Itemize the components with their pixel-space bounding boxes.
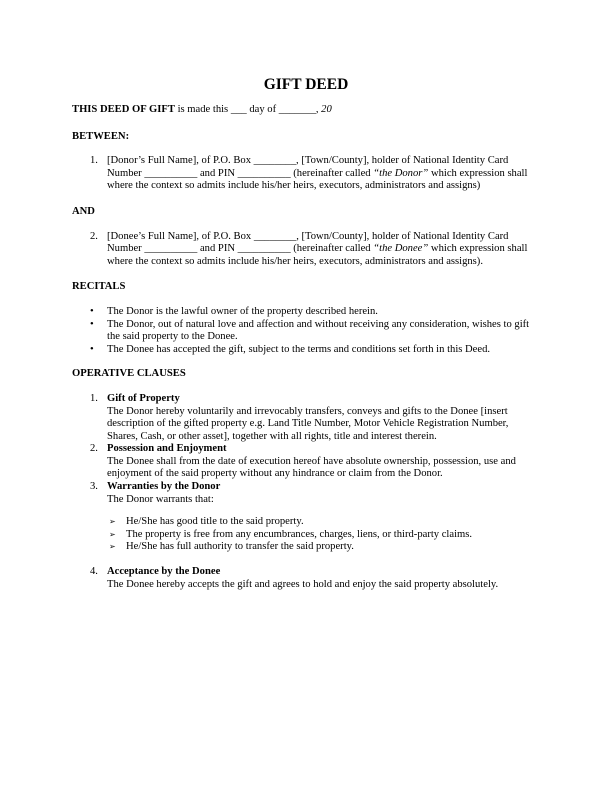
clause-possession-and-enjoyment: [90, 443, 540, 481]
warranty-text: The property is free from any encumbrances, charges, liens, or third-party claims.: [126, 528, 473, 540]
warranty-item: [109, 541, 540, 554]
arrow-bullet-icon: ➢: [109, 529, 116, 539]
clause-title: Gift of Property: [107, 392, 180, 404]
recital-item: [90, 305, 540, 319]
recitals-list: [72, 306, 540, 356]
document-title: GIFT DEED: [263, 76, 349, 93]
party-text-after: which expression shall where the context so admits include his/her heirs, executors, administrators and assigns): [107, 167, 528, 192]
clause-number: 4.: [90, 566, 98, 578]
party-donee: [90, 231, 540, 269]
bullet-icon: •: [90, 305, 94, 317]
heading-operative-clauses: OPERATIVE CLAUSES: [72, 368, 186, 380]
recital-text: The Donor, out of natural love and affection and without receiving any consideration, wishes to gift the said property to the Donee.: [107, 318, 530, 343]
party-text-before: [Donor’s Full Name], of P.O. Box ________, [Town/County], holder of National Identity Card Number __________ and PIN __________ (hereinafter called: [107, 155, 509, 179]
intro-text: is made this ___ day of _______,: [174, 104, 322, 115]
clause-warranties-by-donor: [90, 481, 540, 566]
clause-title: Possession and Enjoyment: [107, 443, 227, 455]
warranties-list: [107, 516, 540, 554]
party-number: 2.: [90, 230, 98, 242]
party-donor: [90, 155, 540, 193]
arrow-bullet-icon: ➢: [109, 517, 116, 527]
warranty-text: He/She has good title to the said property.: [126, 516, 304, 528]
heading-recitals: RECITALS: [72, 281, 126, 293]
clause-text: The Donee hereby accepts the gift and agrees to hold and enjoy the said property absolutely.: [107, 578, 499, 590]
clause-text: The Donor warrants that:: [107, 493, 214, 505]
recital-item: [90, 318, 540, 344]
clause-text: The Donee shall from the date of execution hereof have absolute ownership, possession, use and enjoyment of the said property without any hindrance or claim from the Donor.: [107, 455, 516, 480]
warranty-item: [109, 528, 540, 542]
arrow-bullet-icon: ➢: [109, 542, 116, 552]
party-called: “the Donor”: [373, 167, 429, 179]
clause-number: 2.: [90, 443, 98, 455]
warranty-text: He/She has full authority to transfer the said property.: [126, 541, 354, 553]
intro-year: 20: [321, 104, 332, 115]
clause-title: Warranties by the Donor: [107, 481, 221, 493]
clause-number: 1.: [90, 392, 98, 404]
heading-between: BETWEEN:: [72, 130, 130, 142]
clause-gift-of-property: [90, 393, 540, 443]
clause-acceptance-by-donee: [90, 566, 540, 591]
party-text-after: which expression shall where the context so admits include his/her heirs, executors, administrators and assigns).: [107, 243, 528, 267]
heading-and: AND: [72, 205, 95, 217]
party-called: “the Donee”: [373, 243, 429, 255]
party-number: 1.: [90, 155, 98, 167]
bullet-icon: •: [90, 318, 94, 330]
clause-text: The Donor hereby voluntarily and irrevocably transfers, conveys and gifts to the Donee [insert description of the gifted property e.g. Land Title Number, Motor Vehicle Registration Number, Shares, Cash, or other asset], together with all rights, title and interest therein.: [107, 405, 509, 442]
party-text-before: [Donee’s Full Name], of P.O. Box ________, [Town/County], holder of National Identity Card Number __________ and PIN __________ (hereinafter called: [107, 230, 509, 255]
clause-title: Acceptance by the Donee: [107, 566, 221, 578]
recital-text: The Donee has accepted the gift, subject to the terms and conditions set forth in this Deed.: [107, 343, 491, 355]
party-text: [107, 155, 540, 193]
party-text: [107, 231, 540, 269]
warranty-item: [109, 516, 540, 529]
clause-number: 3.: [90, 481, 98, 493]
recital-item: [90, 343, 540, 357]
recital-text: The Donor is the lawful owner of the property described herein.: [107, 305, 378, 317]
bullet-icon: •: [90, 343, 94, 355]
deed-intro: [72, 104, 540, 117]
intro-lead: THIS DEED OF GIFT: [72, 104, 175, 115]
